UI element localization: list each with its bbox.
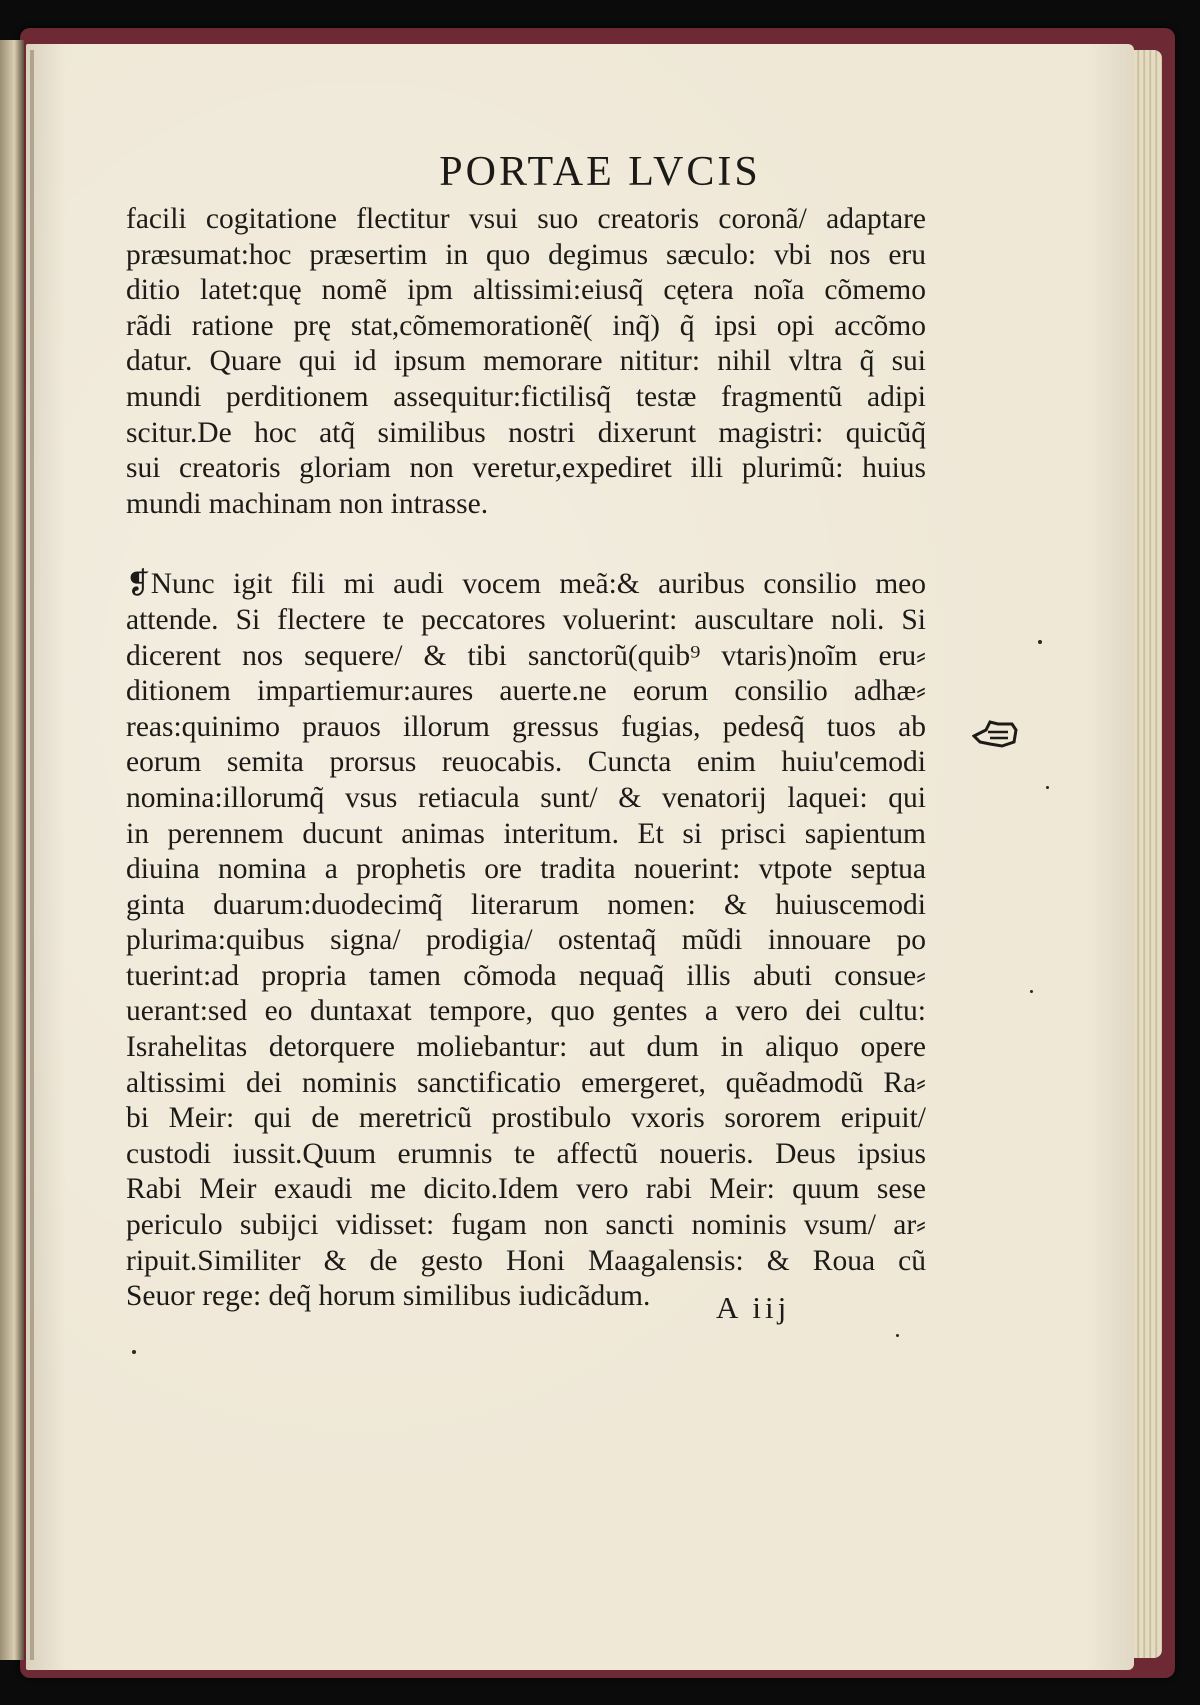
text-line: ginta duarum:duodecimq̃ literarum nomen: & huiuscemodi xyxy=(126,888,926,921)
text-line: ❡Nunc igit fili mi audi vocem meã:& auribus consilio meo xyxy=(126,568,926,601)
ink-speck xyxy=(132,1350,136,1354)
text-line: custodi iussit.Quum erumnis te affectũ noueris. Deus ipsius xyxy=(126,1137,926,1170)
text-line: diuina nomina a prophetis ore tradita nouerint: vtpote septua xyxy=(126,853,926,886)
text-line: Israhelitas detorquere moliebantur: aut dum in aliquo opere xyxy=(126,1031,926,1064)
text-line: Seuor rege: deq̃ horum similibus iudicãdum. xyxy=(126,1280,651,1313)
text-line: in perennem ducunt animas interitum. Et si prisci sapientum xyxy=(126,817,926,850)
text-line: ripuit.Similiter & de gesto Honi Maagalensis: & Roua cũ xyxy=(126,1244,926,1277)
text-line: dicerent nos sequere/ & tibi sanctorũ(quib⁹ vtaris)noĩm eru⸗ xyxy=(126,639,926,672)
text-line: mundi perditionem assequitur:fictilisq̃ testæ fragmentũ adipi xyxy=(126,380,926,413)
text-line: ditionem impartiemur:aures auerte.ne eorum consilio adhæ⸗ xyxy=(126,675,926,708)
gutter-shadow xyxy=(30,50,34,1660)
text-line: uerant:sed eo duntaxat tempore, quo gentes a vero dei cultu: xyxy=(126,995,926,1028)
ink-speck xyxy=(1038,640,1042,644)
text-line: nomina:illorumq̃ vsus retiacula sunt/ & venatorij laquei: qui xyxy=(126,781,926,814)
ink-speck xyxy=(1030,990,1033,993)
signature-mark: A iij xyxy=(716,1290,791,1325)
manicule-icon xyxy=(972,718,1018,750)
text-block xyxy=(126,202,926,1315)
text-line: datur. Quare qui id ipsum memorare nititur: nihil vltra q̃ sui xyxy=(126,345,926,378)
text-line: plurima:quibus signa/ prodigia/ ostentaq̃ mũdi innouare po xyxy=(126,924,926,957)
text-line: reas:quinimo prauos illorum gressus fugias, pedesq̃ tuos ab xyxy=(126,710,926,743)
paragraph-2 xyxy=(126,567,926,1314)
text-line: mundi machinam non intrasse. xyxy=(126,487,489,520)
text-line: scitur.De hoc atq̃ similibus nostri dixerunt magistri: quicũq̃ xyxy=(126,416,926,449)
text-line: eorum semita prorsus reuocabis. Cuncta enim huiu'cemodi xyxy=(126,746,926,779)
text-line: tuerint:ad propria tamen cõmoda nequaq̃ illis abuti consue⸗ xyxy=(126,959,926,992)
ink-speck xyxy=(1046,786,1049,789)
running-head: PORTAE LVCIS xyxy=(439,149,761,195)
text-line: attende. Si flectere te peccatores voluerint: auscultare noli. Si xyxy=(126,603,926,636)
text-line: rãdi ratione prę stat,cõmemorationẽ( inq̃) q̃ ipsi opi accõmo xyxy=(126,309,926,342)
facing-page-edge xyxy=(0,40,24,1660)
paragraph-1 xyxy=(126,202,926,522)
ink-speck xyxy=(896,1334,899,1337)
text-line: Rabi Meir exaudi me dicito.Idem vero rabi Meir: quum sese xyxy=(126,1173,926,1206)
text-line: sui creatoris gloriam non veretur,expediret illi plurimũ: huius xyxy=(126,452,926,485)
paragraph-gap xyxy=(126,522,926,567)
text-line: bi Meir: qui de meretricũ prostibulo vxoris sororem eripuit/ xyxy=(126,1102,926,1135)
text-line: ditio latet:quę nomẽ ipm altissimi:eiusq̃ cętera noĩa cõmemo xyxy=(126,274,926,307)
text-line: altissimi dei nominis sanctificatio emergeret, quẽadmodũ Ra⸗ xyxy=(126,1066,926,1099)
text-line: facili cogitatione flectitur vsui suo creatoris coronã/ adaptare xyxy=(126,203,926,235)
text-line: præsumat:hoc præsertim in quo degimus sæculo: vbi nos eru xyxy=(126,238,926,271)
text-line: periculo subijci vidisset: fugam non sancti nominis vsum/ ar⸗ xyxy=(126,1209,926,1242)
